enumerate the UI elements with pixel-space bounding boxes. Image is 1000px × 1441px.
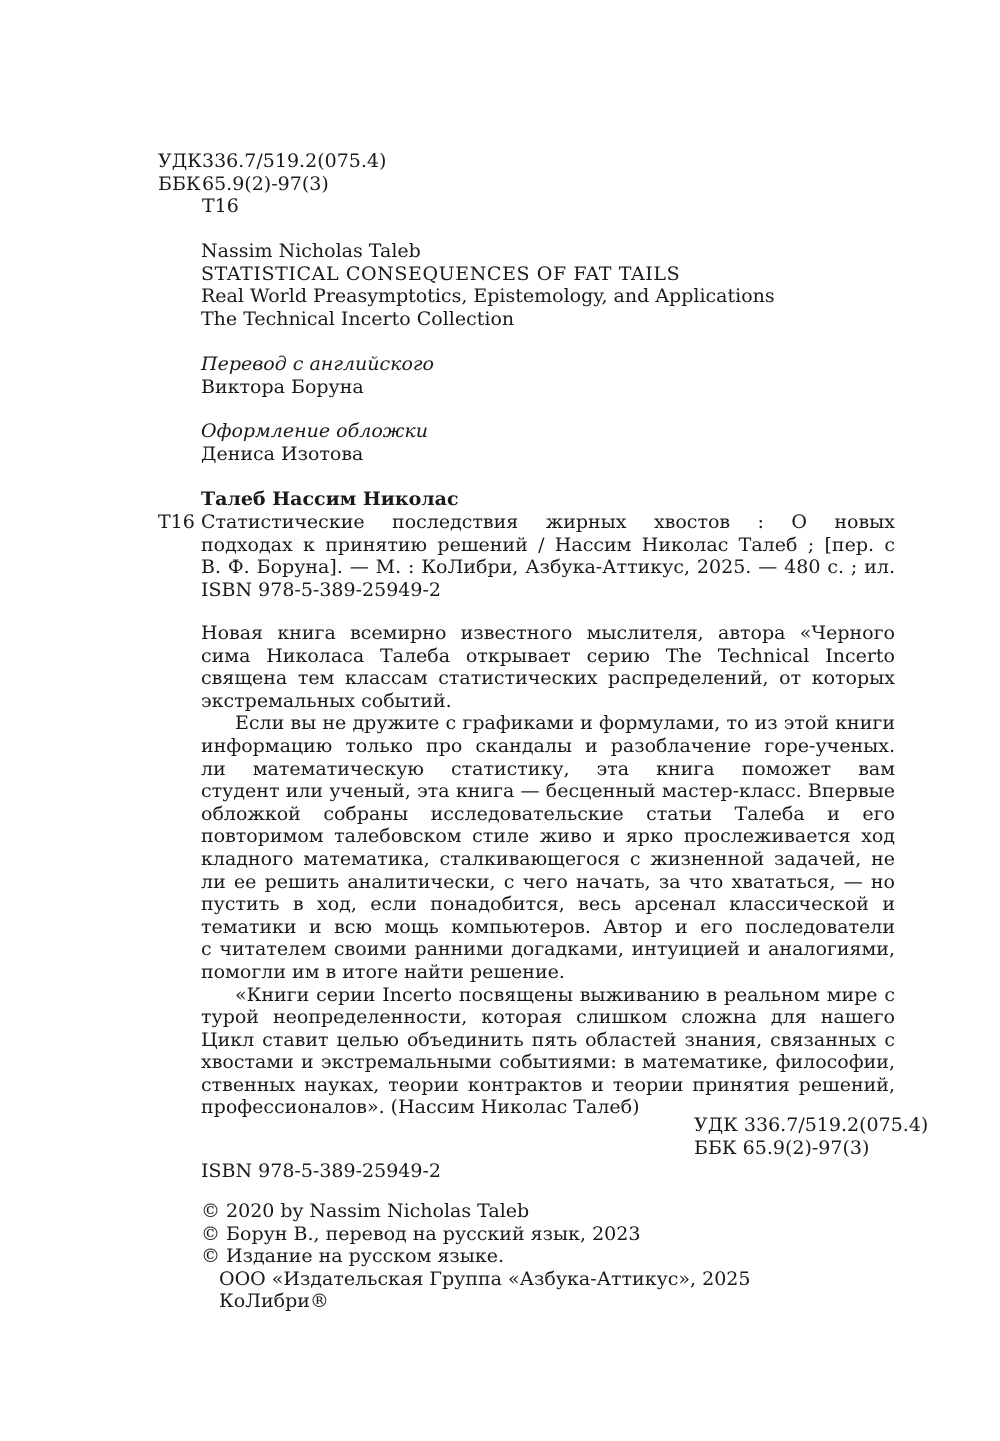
catalog-isbn: ISBN 978-5-389-25949-2 — [201, 578, 441, 601]
annotation-line: обложкой собраны исследовательские статьи Талеба и его — [201, 802, 895, 825]
annotation-line: «Книги серии Incerto посвящены выживанию в реальном мире с — [235, 983, 895, 1006]
annotation-line: профессионалов». (Нассим Николас Талеб) — [201, 1096, 640, 1119]
annotation-line: кладного математика, сталкивающегося с жизненной задачей, не — [201, 847, 895, 870]
annotation-line: ственных науках, теории контрактов и теории принятия решений, — [201, 1073, 895, 1096]
annotation-line: помогли им в итоге найти решение. — [201, 960, 565, 983]
copyright-line: © 2020 by Nassim Nicholas Taleb — [201, 1200, 530, 1222]
annotation-line: повторимом талебовском стиле живо и ярко прослеживается ход — [201, 825, 895, 848]
udk-label: УДК — [158, 150, 202, 172]
annotation-line: с читателем своими ранними догадками, интуицией и аналогиями, — [201, 938, 895, 961]
author-sign: Т16 — [202, 195, 239, 218]
annotation-line: Новая книга всемирно известного мыслителя, автора «Черного — [201, 622, 895, 644]
bbk-line — [158, 173, 386, 196]
original-author: Nassim Nicholas Taleb — [201, 240, 421, 262]
annotation-line: Если вы не дружите с графиками и формулами, то из этой книги — [235, 712, 895, 735]
copyright-line: © Борун В., перевод на русский язык, 2023 — [201, 1222, 641, 1245]
annotation-line: хвостами и экстремальными событиями: в математике, философии, — [201, 1051, 895, 1074]
copyright-block — [201, 1200, 750, 1313]
translator-name: Виктора Боруна — [201, 375, 364, 398]
annotation-line: Цикл ставит целью объединить пять областей знания, связанных с — [201, 1028, 895, 1051]
copyright-line: © Издание на русском языке. — [201, 1245, 505, 1268]
original-series: The Technical Incerto Collection — [201, 307, 515, 330]
annotation-line: информацию только про скандалы и разоблачение горе-ученых. — [201, 734, 895, 757]
annotation-paragraph — [201, 712, 895, 983]
original-edition — [201, 240, 775, 330]
cover-designer-credit — [201, 420, 428, 465]
annotation-line: тематики и всю мощь компьютеров. Автор и его последователи — [201, 915, 895, 938]
catalog-sign: Т16 — [158, 511, 195, 533]
catalog-line: подходах к принятию решений / Нассим Николас Талеб ; [пер. с — [201, 533, 895, 556]
bbk-code-right: ББК 65.9(2)-97(3) — [694, 1136, 870, 1159]
annotation — [201, 622, 895, 1119]
catalog-author-heading: Талеб Нассим Николас — [201, 488, 459, 510]
annotation-line: священа тем классам статистических распределений, от которых — [201, 667, 895, 690]
translator-credit — [201, 353, 434, 398]
translator-role: Перевод с английского — [201, 353, 434, 375]
bbk-label: ББК — [158, 172, 201, 195]
publisher-line: ООО «Издательская Группа «Азбука-Аттикус», 2025 — [219, 1267, 751, 1290]
annotation-line: ли ее решить аналитически, с чего начать, за что хвататься, — но — [201, 870, 895, 893]
annotation-line: студент или ученый, эта книга — бесценный мастер-класс. Впервые — [201, 780, 895, 803]
original-title: STATISTICAL CONSEQUENCES OF FAT TAILS — [201, 262, 681, 285]
udk-code-right: УДК 336.7/519.2(075.4) — [694, 1114, 929, 1136]
annotation-line: турой неопределенности, которая слишком сложна для нашего — [201, 1006, 895, 1029]
udk-line — [158, 150, 386, 173]
catalog-line: В. Ф. Боруна]. — М. : КоЛибри, Азбука-Аттикус, 2025. — 480 с. ; ил. — [201, 556, 895, 579]
annotation-paragraph — [201, 984, 895, 1120]
udk-value: 336.7/519.2(075.4) — [202, 150, 387, 172]
annotation-line: экстремальных событий. — [201, 689, 452, 712]
classification-codes-right — [694, 1114, 928, 1159]
cover-designer-role: Оформление обложки — [201, 420, 428, 442]
classification-codes — [158, 150, 386, 218]
annotation-line: пустить в ход, если понадобится, весь арсенал классической и — [201, 893, 895, 916]
bbk-value: 65.9(2)-97(3) — [202, 172, 329, 195]
catalog-line: Статистические последствия жирных хвостов : О новых — [201, 511, 895, 533]
isbn: ISBN 978-5-389-25949-2 — [201, 1160, 441, 1182]
original-subtitle: Real World Preasymptotics, Epistemology, and Applications — [201, 285, 775, 308]
cover-designer-name: Дениса Изотова — [201, 442, 364, 465]
catalog-description — [201, 511, 895, 601]
publisher-brand: КоЛибри® — [219, 1290, 329, 1313]
annotation-paragraph — [201, 622, 895, 712]
annotation-line: ли математическую статистику, эта книга поможет вам — [201, 757, 895, 780]
annotation-line: сима Николаса Талеба открывает серию The Technical Incerto — [201, 644, 895, 667]
